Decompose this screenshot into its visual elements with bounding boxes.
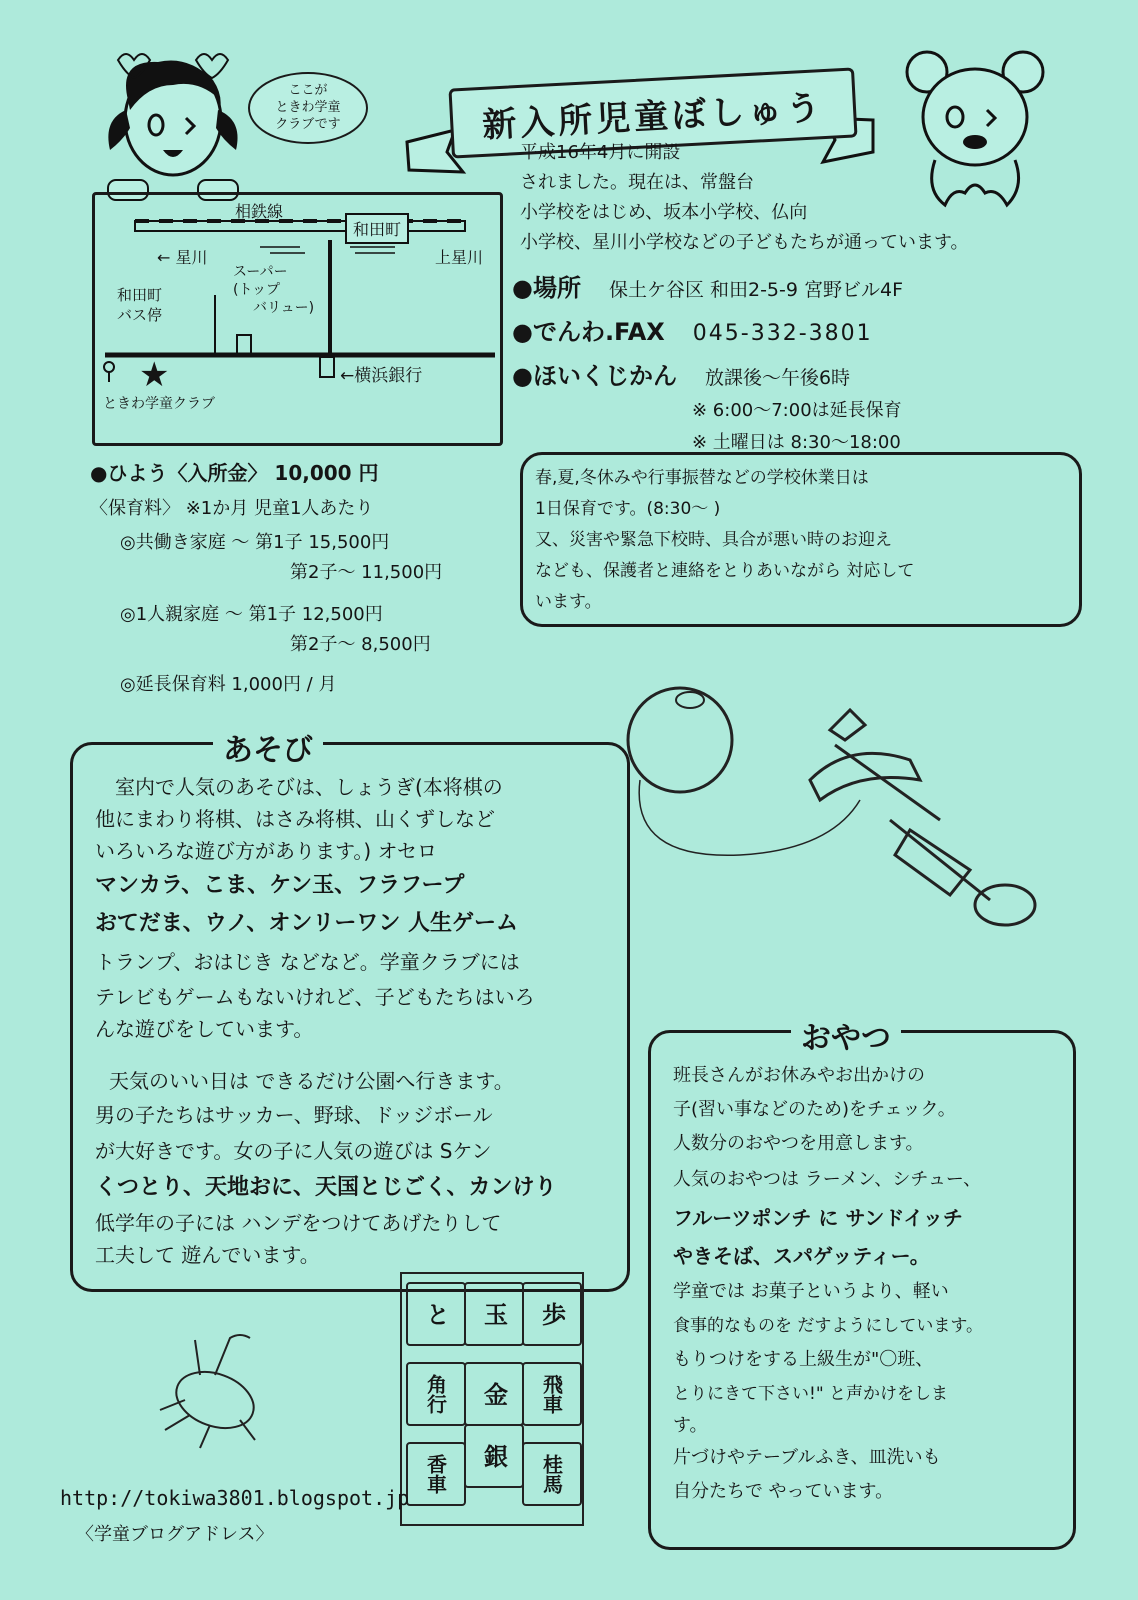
oyatsu-line: 食事的なものを だすようにしています。 <box>673 1316 984 1336</box>
map-right-arrow: 上星川 <box>435 248 484 267</box>
place-value: 保土ケ谷区 和田2-5-9 宮野ビル4F <box>608 279 904 301</box>
speech-line-3: クラブです <box>275 117 341 132</box>
asobi-line: 他にまわり将棋、はさみ将棋、山くずしなど <box>95 807 495 831</box>
blog-label: 〈学童ブログアドレス〉 <box>76 1524 274 1545</box>
asobi-title: あそび <box>213 725 323 769</box>
oyatsu-line: やきそば、スパゲッティー。 <box>673 1244 930 1268</box>
intro-text <box>520 138 1080 258</box>
oyatsu-line: 自分たちで やっています。 <box>673 1481 894 1502</box>
oyatsu-title: おやつ <box>791 1013 901 1057</box>
bus-stop-line: 和田町 <box>117 286 163 304</box>
oyatsu-line: す。 <box>673 1415 708 1436</box>
supermarket-line: スーパー <box>233 264 288 280</box>
asobi-line: マンカラ、こま、ケン玉、フラフープ <box>95 873 465 898</box>
asobi-line: トランプ、おはじき などなど。学童クラブには <box>95 950 520 974</box>
holiday-line: 1日保育です。(8:30～ ) <box>535 499 721 519</box>
holiday-line: 又、災害や緊急下校時、具合が悪い時のお迎え <box>535 530 892 550</box>
holiday-line: います。 <box>535 592 602 612</box>
map-left-arrow: ← 星川 <box>157 248 208 267</box>
shogi-board-illustration <box>400 1272 584 1526</box>
star-icon: ★ <box>139 355 170 395</box>
shogi-piece: 金 <box>464 1362 524 1426</box>
shogi-piece: 飛車 <box>522 1362 582 1426</box>
fee-dual-income-second: 第2子～ 11,500円 <box>290 562 443 583</box>
oyatsu-line: 子(習い事などのため)をチェック。 <box>673 1099 956 1120</box>
asobi-line: 天気のいい日は できるだけ公園へ行きます。 <box>109 1069 514 1093</box>
speech-line-2: ときわ学童 <box>275 100 341 115</box>
oyatsu-line: 班長さんがお休みやお出かけの <box>673 1065 925 1086</box>
shogi-piece: 玉 <box>464 1282 524 1346</box>
supermarket-line: (トップ <box>233 282 281 298</box>
oyatsu-line: とりにきて下さい!" と声かけをしま <box>673 1384 949 1404</box>
holiday-line: 春,夏,冬休みや行事振替などの学校休業日は <box>535 468 869 488</box>
asobi-line: 工夫して 遊んでいます。 <box>95 1243 320 1267</box>
asobi-line: いろいろな遊び方があります。) オセロ <box>95 839 437 863</box>
oyatsu-line: 学童では お菓子というより、軽い <box>673 1281 949 1302</box>
fees-section <box>90 458 510 700</box>
map-supermarket <box>233 263 314 317</box>
shogi-piece: 角行 <box>406 1362 466 1426</box>
asobi-line: テレビもゲームもないけれど、子どもたちはいろ <box>95 985 535 1009</box>
shogi-piece: 香車 <box>406 1442 466 1506</box>
oyatsu-line: 人気のおやつは ラーメン、シチュー、 <box>673 1169 982 1190</box>
map-station-label: 和田町 <box>345 213 409 244</box>
intro-line: されました。現在は、常盤台 <box>520 172 754 193</box>
oyatsu-line: もりつけをする上級生が"〇班、 <box>673 1349 934 1370</box>
page-title: 新入所児童ぼしゅう <box>448 67 857 158</box>
asobi-box <box>70 733 630 1292</box>
hours-label: ●ほいくじかん <box>512 362 677 390</box>
asobi-paragraph-1 <box>95 771 605 1045</box>
asobi-line: おてだま、ウノ、オンリーワン 人生ゲーム <box>95 911 519 936</box>
holiday-line: なども、保護者と連絡をとりあいながら 対応して <box>535 561 915 581</box>
kendama-illustration <box>610 680 1070 980</box>
shogi-piece: と <box>406 1282 466 1346</box>
blog-url[interactable]: http://tokiwa3801.blogspot.jp <box>60 1486 410 1510</box>
asobi-line: が大好きです。女の子に人気の遊びは Sケン <box>95 1139 492 1163</box>
fee-single-parent-second: 第2子～ 8,500円 <box>290 634 431 655</box>
asobi-line: 室内で人気のあそびは、しょうぎ(本将棋の <box>115 775 503 799</box>
intro-line: 小学校、星川小学校などの子どもたちが通っています。 <box>520 232 969 253</box>
oyatsu-box <box>648 1021 1076 1550</box>
asobi-line: 男の子たちはサッカー、野球、ドッジボール <box>95 1103 493 1127</box>
hours-note-1: ※ 6:00～7:00は延長保育 <box>692 400 902 421</box>
supermarket-line: バリュー) <box>253 300 315 316</box>
intro-line: 平成16年4月に開設 <box>520 142 681 163</box>
info-section <box>512 268 1102 454</box>
care-fee-header: 〈保育料〉 ※1か月 児童1人あたり <box>90 498 374 519</box>
map-railway-label: 相鉄線 <box>235 202 284 221</box>
shogi-piece: 銀 <box>464 1424 524 1488</box>
map-club-label: ときわ学童クラブ <box>103 396 215 412</box>
oyatsu-line: 片づけやテーブルふき、皿洗いも <box>673 1447 941 1468</box>
oyatsu-line: 人数分のおやつを用意します。 <box>673 1133 924 1154</box>
hours-value: 放課後～午後6時 <box>704 367 851 389</box>
location-map <box>92 192 503 446</box>
hours-note-2: ※ 土曜日は 8:30～18:00 <box>692 432 901 453</box>
map-bank: ←横浜銀行 <box>340 366 423 386</box>
fee-dual-income-first: ◎共働き家庭 ～ 第1子 15,500円 <box>120 532 390 553</box>
phone-value: 045-332-3801 <box>692 321 873 346</box>
shogi-piece: 桂馬 <box>522 1442 582 1506</box>
phone-label: ●でんわ.FAX <box>512 318 665 346</box>
oyatsu-line: フルーツポンチ に サンドイッチ <box>673 1206 963 1230</box>
entry-fee: ●ひよう〈入所金〉 10,000 円 <box>90 461 379 485</box>
map-bus-stop <box>117 285 162 325</box>
speech-line-1: ここが <box>288 83 328 98</box>
speech-bubble <box>248 72 368 144</box>
intro-line: 小学校をはじめ、坂本小学校、仏向 <box>520 202 808 223</box>
holiday-info-box <box>520 452 1082 627</box>
fee-single-parent-first: ◎1人親家庭 ～ 第1子 12,500円 <box>120 604 383 625</box>
bus-stop-line: バス停 <box>117 306 163 324</box>
asobi-line: 低学年の子には ハンデをつけてあげたりして <box>95 1211 502 1235</box>
asobi-paragraph-2 <box>95 1065 605 1271</box>
asobi-line: くつとり、天地おに、天国とじごく、カンけり <box>95 1175 557 1200</box>
beetle-illustration <box>140 1330 280 1450</box>
asobi-line: んな遊びをしています。 <box>95 1017 314 1041</box>
girl-mascot-illustration <box>98 40 248 210</box>
fee-extended-care: ◎延長保育料 1,000円 / 月 <box>120 674 337 695</box>
place-label: ●場所 <box>512 274 581 302</box>
shogi-piece: 歩 <box>522 1282 582 1346</box>
